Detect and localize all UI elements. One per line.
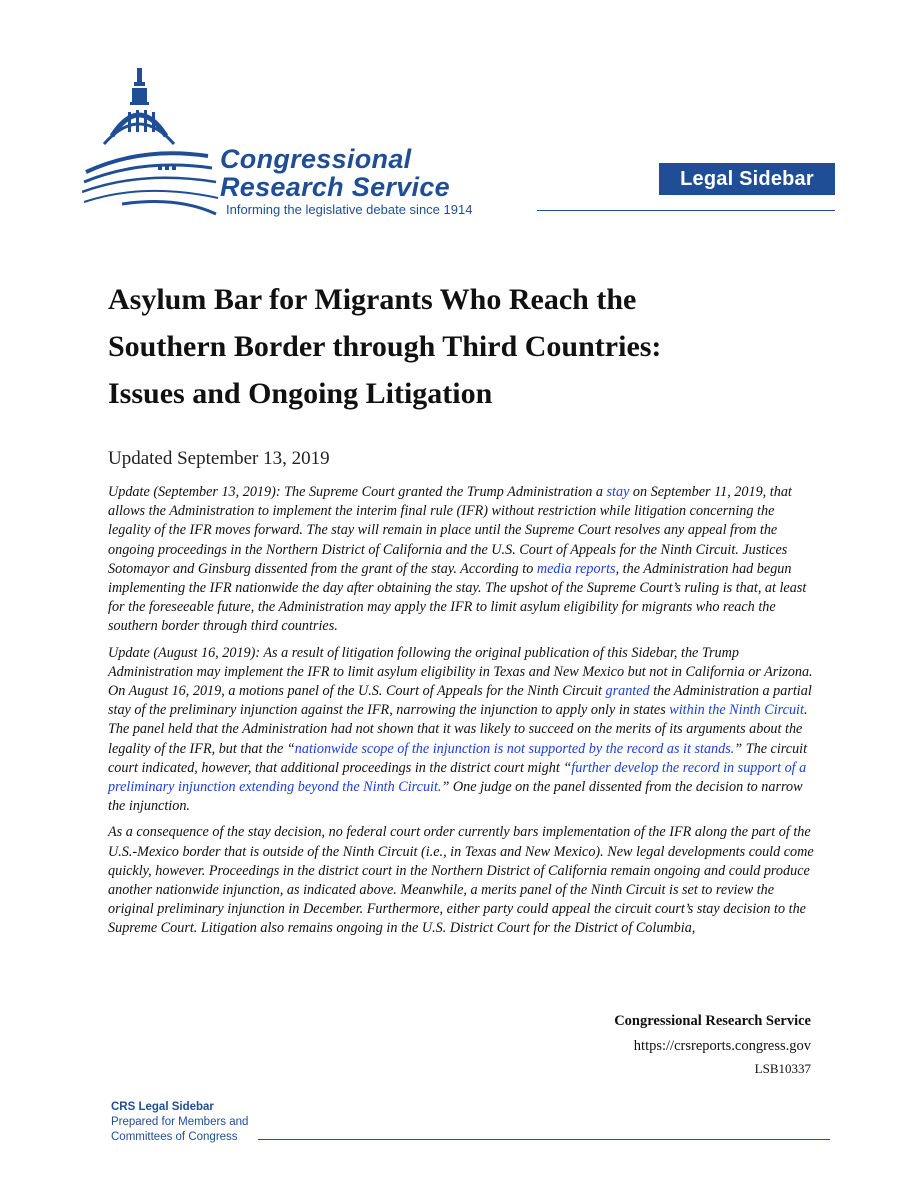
title-line: Southern Border through Third Countries: (108, 330, 662, 363)
org-name-line2: Research Service (220, 172, 450, 202)
title-line: Issues and Ongoing Litigation (108, 377, 493, 410)
crs-legal-sidebar-label: CRS Legal Sidebar (111, 1101, 214, 1113)
header-divider (537, 210, 835, 211)
footer-divider (258, 1139, 830, 1140)
paragraph-text: the Administration a partial stay of the preliminary injunction against the IFR, narrowing the injunction to apply only in states (108, 683, 812, 719)
capitol-dome-icon (82, 64, 222, 224)
body-paragraph (108, 483, 818, 637)
paragraph-text: ” One judge on the panel dissented from the decision to narrow the injunction. (108, 779, 803, 815)
paragraph-text: . The panel held that the Administration had not shown that it was likely to succeed on the merits of its arguments about the legality of the IFR, but that the “ (108, 702, 808, 757)
prepared-for-line1: Prepared for Members and (111, 1116, 249, 1128)
body-text (108, 483, 818, 946)
paragraph-text: Update (September 13, 2019): The Supreme Court granted the Trump Administration a (108, 484, 607, 500)
inline-link[interactable]: stay (606, 484, 630, 500)
inline-link[interactable]: granted (605, 683, 650, 700)
tagline: Informing the legislative debate since 1914 (226, 202, 473, 217)
footer-url: https://crsreports.congress.gov (633, 1038, 811, 1054)
inline-link[interactable]: media reports (536, 560, 616, 577)
inline-link[interactable]: within the Ninth Circuit (669, 702, 804, 719)
inline-link[interactable]: further develop the record in support of a preliminary injunction extending beyond the Ninth Circuit. (108, 759, 807, 796)
paragraph-text: Update (August 16, 2019): As a result of litigation following the original publication of this Sidebar, the Trump Administration may implement the IFR to limit asylum eligibility in Texas and New Mexico but not in California or Arizona. On August 16, 2019, a motions panel of the U.S. Court of Appeals for the Ninth Circuit (108, 644, 813, 700)
page-title (108, 276, 828, 417)
paragraph-text: ” The circuit court indicated, however, that additional proceedings in the district court might “ (108, 740, 808, 776)
paragraph-text: , the Administration had begun implementing the IFR nationwide the day after obtaining the stay. The upshot of the Supreme Court’s ruling is that, at least for the foreseeable future, the Administration may apply the IFR to limit asylum eligibility for migrants who reach the southern border through third countries. (108, 560, 807, 635)
org-name-line1: Congressional (220, 144, 412, 174)
body-paragraph (108, 644, 818, 817)
footer-org-name: Congressional Research Service (614, 1013, 811, 1029)
inline-link[interactable]: nationwide scope of the injunction is not supported by the record as it stands. (294, 740, 735, 757)
updated-date: Updated September 13, 2019 (108, 448, 330, 469)
report-id: LSB10337 (754, 1061, 811, 1076)
body-paragraph (108, 823, 818, 938)
prepared-for-line2: Committees of Congress (111, 1131, 238, 1143)
paragraph-text: As a consequence of the stay decision, no federal court order currently bars implementation of the IFR along the part of the U.S.-Mexico border that is outside of the Ninth Circuit (i.e., in Texas and New Mexico). New legal developments could come quickly, however. Proceedings in the district court in the Northern District of California remain ongoing and could produce another nationwide injunction, as indicated above. Meanwhile, a merits panel of the Ninth Circuit is set to review the original preliminary injunction in December. Furthermore, either party could appeal the circuit court’s stay decision to the Supreme Court. Litigation also remains ongoing in the U.S. District Court for the District of Columbia, (108, 824, 814, 937)
crs-logo (82, 64, 542, 224)
title-line: Asylum Bar for Migrants Who Reach the (108, 283, 637, 316)
paragraph-text: on September 11, 2019, that allows the Administration to implement the interim final rule (IFR) without restriction while litigation concerning the legality of the IFR moves forward. The stay will remain in place until the Supreme Court resolves any appeal from the ongoing proceedings in the Northern District of California and the U.S. Court of Appeals for the Ninth Circuit. Justices Sotomayor and Ginsburg dissented from the grant of the stay. According to (108, 484, 792, 577)
legal-sidebar-badge: Legal Sidebar (659, 163, 835, 195)
